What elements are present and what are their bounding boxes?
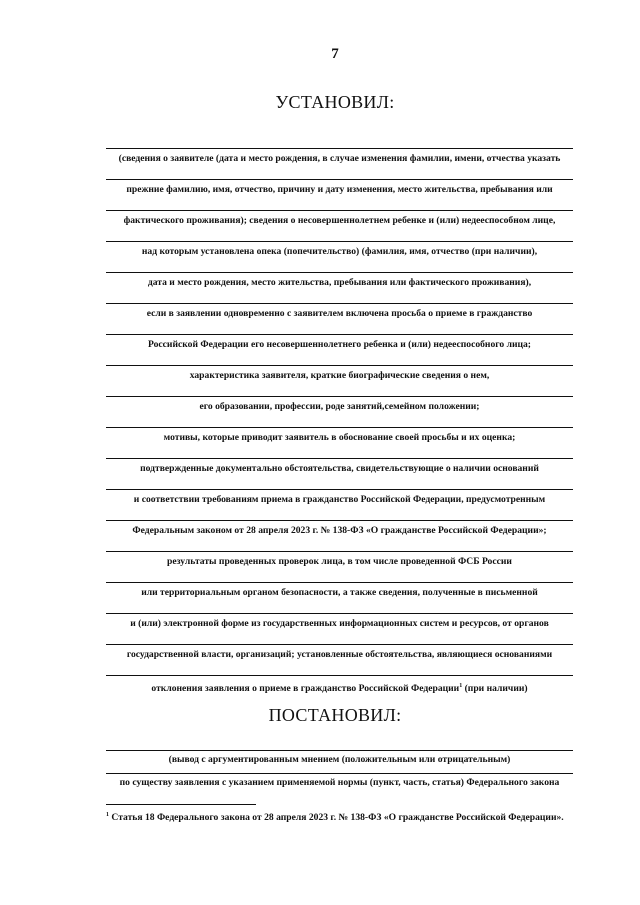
form-line-caption: над которым установлена опека (попечительство) (фамилия, имя, отчество (при наличии), [106,241,573,272]
form-line-caption: результаты проведенных проверок лица, в том числе проведенной ФСБ России [106,551,573,582]
form-line-caption: (вывод с аргументированным мнением (положительным или отрицательным) [106,750,573,773]
form-line-caption: и соответствии требованиям приема в гражданство Российской Федерации, предусмотренным [106,489,573,520]
section-title-postanovil: ПОСТАНОВИЛ: [268,705,402,725]
footnote-marker: 1 [106,812,109,818]
form-line-caption: подтвержденные документально обстоятельства, свидетельствующие о наличии оснований [106,458,573,489]
ustanovil-form-lines [106,148,573,706]
section-title-ustanovil: УСТАНОВИЛ: [275,92,395,112]
form-line-caption: Федеральным законом от 28 апреля 2023 г. № 138-ФЗ «О гражданстве Российской Федерации»; [106,520,573,551]
form-line-caption: фактического проживания); сведения о несовершеннолетнем ребенке и (или) недееспособном лице, [106,210,573,241]
form-line-caption: государственной власти, организаций; установленные обстоятельства, являющиеся основаниями [106,644,573,675]
form-line-caption: или территориальным органом безопасности, а также сведения, полученные в письменной [106,582,573,613]
form-line-caption: мотивы, которые приводит заявитель в обоснование своей просьбы и их оценка; [106,427,573,458]
footnote-text: Статья 18 Федерального закона от 28 апреля 2023 г. № 138-ФЗ «О гражданстве Российской Федерации». [109,812,564,824]
form-line-caption: прежние фамилию, имя, отчество, причину и дату изменения, место жительства, пребывания или [106,179,573,210]
form-line-caption: (сведения о заявителе (дата и место рождения, в случае изменения фамилии, имени, отчества указать [106,148,573,179]
caption-text: (при наличии) [462,683,528,695]
footnote [106,812,564,823]
footnote-reference: 1 [459,683,463,689]
form-line-caption: его образовании, профессии, роде занятий,семейном положении; [106,396,573,427]
form-line-caption: дата и место рождения, место жительства, пребывания или фактического проживания), [106,272,573,303]
form-line-caption [106,675,573,706]
form-line-caption: характеристика заявителя, краткие биографические сведения о нем, [106,365,573,396]
page-number: 7 [331,46,339,62]
footnote-divider [106,804,256,805]
postanovil-form-lines [106,750,573,796]
form-line-caption: и (или) электронной форме из государственных информационных систем и ресурсов, от органов [106,613,573,644]
form-line-caption: если в заявлении одновременно с заявителем включена просьба о приеме в гражданство [106,303,573,334]
form-line-caption: по существу заявления с указанием применяемой нормы (пункт, часть, статья) Федерального закона [106,773,573,796]
form-line-caption: Российской Федерации его несовершеннолетнего ребенка и (или) недееспособного лица; [106,334,573,365]
caption-text: отклонения заявления о приеме в гражданство Российской Федерации [151,683,460,695]
